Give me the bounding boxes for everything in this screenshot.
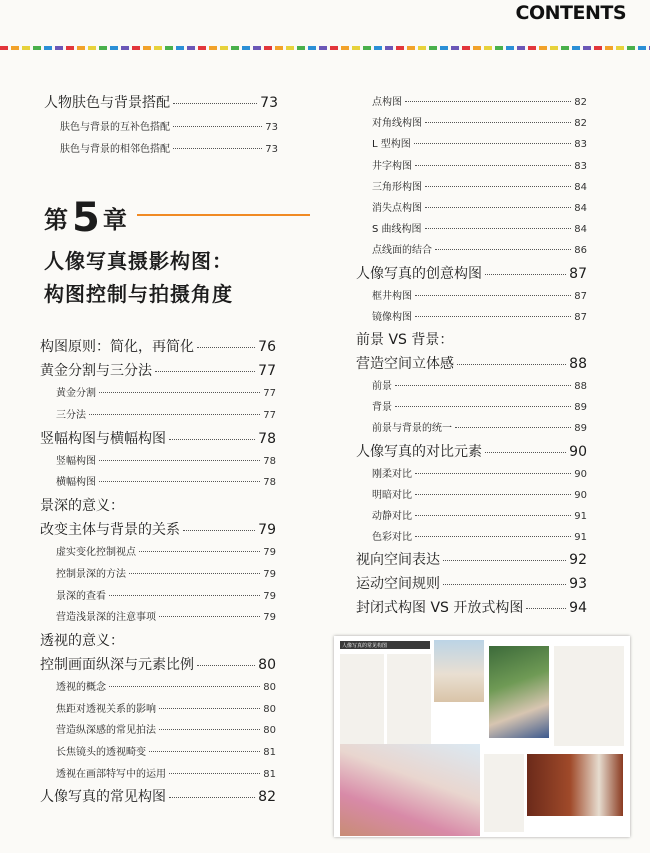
thumb-photo-girl-book [489, 646, 549, 738]
chapter-title-line1: 人像写真摄影构图： [44, 249, 233, 273]
toc-page-number: 90 [569, 443, 587, 460]
toc-page-number: 73 [265, 144, 278, 155]
toc-page-number: 80 [258, 657, 276, 673]
toc-entry[interactable] [56, 384, 276, 398]
toc-page-number: 87 [569, 265, 587, 282]
toc-section-label[interactable] [40, 495, 276, 515]
contents-heading: CONTENTS [515, 2, 626, 24]
toc-entry-title: 框井构图 [372, 290, 412, 302]
toc-entry[interactable] [356, 549, 587, 569]
toc-dot-leader [415, 316, 571, 317]
toc-page-number: 84 [574, 203, 587, 214]
toc-page-number: 80 [263, 703, 276, 715]
toc-page-number: 91 [574, 532, 587, 544]
toc-dot-leader [415, 295, 571, 296]
toc-section-label[interactable] [40, 630, 276, 650]
toc-entry-title: 色彩对比 [372, 532, 412, 544]
toc-dot-leader [197, 665, 255, 666]
toc-entry-title: 景深的意义： [40, 498, 124, 514]
toc-page-number: 73 [260, 95, 278, 111]
toc-page-number: 78 [263, 455, 276, 467]
toc-entry[interactable] [372, 178, 587, 192]
toc-entry-title: 背景 [372, 402, 392, 414]
toc-dot-leader [395, 406, 571, 407]
toc-page-number: 84 [574, 181, 587, 193]
toc-dot-leader [109, 595, 260, 596]
toc-entry[interactable] [372, 199, 587, 213]
toc-entry-title: 镜像构图 [372, 311, 412, 323]
toc-dot-leader [173, 103, 257, 104]
toc-entry[interactable] [40, 336, 276, 356]
toc-entry-title: 前景与背景的统一 [372, 423, 452, 435]
toc-entry-title: 黄金分割 [56, 388, 96, 400]
toc-entry-title: 竖幅构图 [56, 455, 96, 467]
toc-page-number: 82 [574, 97, 587, 108]
toc-page-number: 77 [258, 363, 276, 380]
toc-page-number: 90 [574, 489, 587, 501]
toc-page-number: 88 [569, 356, 587, 372]
toc-entry-title: 营造空间立体感 [356, 356, 454, 372]
toc-entry-title: 点构图 [372, 97, 402, 108]
toc-entry[interactable] [372, 465, 587, 479]
toc-entry-title: L 型构图 [372, 139, 411, 151]
toc-entry[interactable] [372, 419, 587, 433]
toc-page-number: 82 [574, 118, 587, 130]
toc-entry-title: 长焦镜头的透视畸变 [56, 747, 146, 758]
toc-page-number: 78 [258, 430, 276, 447]
toc-entry-title: 视向空间表达 [356, 552, 440, 569]
toc-page-number: 80 [263, 682, 276, 694]
toc-dot-leader [173, 126, 262, 127]
toc-entry[interactable] [356, 263, 587, 283]
toc-dot-leader [485, 274, 566, 275]
toc-entry[interactable] [56, 678, 276, 692]
toc-dot-leader [415, 165, 571, 166]
toc-entry-title: 点线面的结合 [372, 245, 432, 257]
toc-dot-leader [415, 473, 571, 474]
toc-page-number: 89 [574, 423, 587, 435]
toc-dot-leader [169, 439, 255, 440]
toc-page-number: 89 [574, 402, 587, 414]
toc-dot-leader [425, 228, 572, 229]
toc-entry-title: 控制画面纵深与元素比例 [40, 657, 194, 673]
toc-page-number: 79 [263, 590, 276, 602]
toc-entry-title: 人像写真的对比元素 [356, 443, 482, 460]
toc-entry-title: 人物肤色与背景搭配 [44, 95, 170, 111]
toc-page-number: 82 [258, 789, 276, 806]
toc-entry-title: 肤色与背景的互补色搭配 [60, 122, 170, 133]
toc-dot-leader [443, 560, 566, 561]
toc-entry[interactable] [56, 700, 276, 714]
toc-entry[interactable] [372, 220, 587, 234]
toc-entry-title: 营造浅景深的注意事项 [56, 612, 156, 624]
toc-page-number: 87 [574, 311, 587, 323]
thumb-photo-beach [434, 640, 484, 702]
toc-dot-leader [129, 573, 260, 574]
sample-page-thumbnail [334, 636, 630, 837]
toc-entry[interactable] [372, 241, 587, 255]
toc-entry-title: 人像写真的创意构图 [356, 265, 482, 282]
toc-entry-title: 透视在画部特写中的运用 [56, 768, 166, 780]
toc-page-number: 88 [574, 381, 587, 392]
chapter-label [44, 194, 127, 241]
toc-dot-leader [455, 427, 571, 428]
toc-entry[interactable] [44, 92, 278, 112]
toc-dot-leader [414, 143, 572, 144]
toc-entry-title: 明暗对比 [372, 489, 412, 501]
toc-entry-title: 人像写真的常见构图 [40, 789, 166, 806]
toc-entry-title: 运动空间规则 [356, 576, 440, 593]
toc-entry[interactable] [372, 528, 587, 542]
toc-entry-title: 透视的意义： [40, 632, 124, 649]
toc-page-number: 79 [263, 569, 276, 580]
rainbow-dash-divider [0, 46, 650, 50]
toc-page-number: 93 [569, 576, 587, 593]
toc-page-number: 76 [258, 339, 276, 355]
toc-entry-title: 改变主体与背景的关系 [40, 522, 180, 539]
toc-dot-leader [159, 729, 260, 730]
toc-dot-leader [435, 249, 571, 250]
toc-entry-title: 透视的概念 [56, 682, 106, 694]
chapter-suffix: 章 [102, 206, 127, 234]
toc-entry-title: 虚实变化控制视点 [56, 547, 136, 559]
toc-dot-leader [526, 608, 566, 609]
toc-entry[interactable] [356, 353, 587, 373]
toc-section-label[interactable] [356, 329, 587, 349]
toc-dot-leader [169, 773, 260, 774]
toc-entry[interactable] [356, 597, 587, 617]
toc-page-number: 73 [265, 122, 278, 133]
toc-page-number: 83 [574, 139, 587, 151]
toc-dot-leader [425, 186, 571, 187]
toc-dot-leader [457, 364, 566, 365]
toc-entry[interactable] [372, 308, 587, 322]
toc-page-number: 92 [569, 552, 587, 569]
toc-entry[interactable] [356, 441, 587, 461]
toc-entry[interactable] [40, 428, 276, 448]
toc-page-number: 81 [263, 747, 276, 758]
toc-entry-title: 封闭式构图 VS 开放式构图 [356, 600, 524, 617]
toc-page-number: 77 [263, 388, 276, 400]
toc-dot-leader [183, 530, 255, 531]
toc-page-number: 83 [574, 160, 587, 172]
thumb-text-column-1 [340, 654, 384, 754]
toc-entry-title: 景深的查看 [56, 590, 106, 602]
toc-entry[interactable] [56, 406, 276, 420]
toc-dot-leader [443, 584, 566, 585]
toc-page-number: 86 [574, 245, 587, 257]
toc-page-number: 79 [258, 522, 276, 539]
toc-entry-title: 黄金分割与三分法 [40, 363, 152, 380]
toc-entry[interactable] [372, 486, 587, 500]
toc-dot-leader [415, 515, 571, 516]
toc-page-number: 77 [263, 410, 276, 421]
toc-page-number: 79 [263, 547, 276, 559]
toc-entry[interactable] [372, 157, 587, 171]
toc-entry[interactable] [40, 519, 276, 539]
toc-entry[interactable] [60, 140, 278, 154]
toc-entry[interactable] [356, 573, 587, 593]
toc-page-number: 84 [574, 224, 587, 236]
toc-dot-leader [415, 494, 571, 495]
thumb-photo-window [527, 754, 623, 816]
toc-dot-leader [109, 686, 260, 687]
toc-entry[interactable] [60, 118, 278, 132]
toc-dot-leader [159, 708, 260, 709]
toc-entry-title: 构图原则：简化，再简化 [40, 339, 194, 355]
thumb-text-column-4 [484, 754, 524, 832]
toc-entry-title: 刚柔对比 [372, 468, 412, 480]
toc-entry[interactable] [40, 360, 276, 380]
toc-entry[interactable] [56, 743, 276, 757]
toc-entry[interactable] [56, 765, 276, 779]
toc-entry-title: 营造纵深感的常见拍法 [56, 725, 156, 737]
toc-entry[interactable] [56, 543, 276, 557]
thumb-text-column-2 [387, 654, 431, 754]
toc-page-number: 90 [574, 468, 587, 480]
toc-dot-leader [159, 616, 260, 617]
toc-page-number: 91 [574, 511, 587, 522]
toc-entry-title: 肤色与背景的相邻色搭配 [60, 144, 170, 155]
toc-entry-title: 三分法 [56, 410, 86, 421]
toc-entry-title: 动静对比 [372, 511, 412, 522]
toc-entry[interactable] [372, 507, 587, 521]
toc-entry-title: 三角形构图 [372, 181, 422, 193]
toc-entry[interactable] [56, 608, 276, 622]
toc-entry[interactable] [40, 654, 276, 674]
toc-dot-leader [155, 371, 255, 372]
toc-entry[interactable] [372, 287, 587, 301]
toc-dot-leader [99, 460, 260, 461]
toc-page-number: 79 [263, 612, 276, 624]
toc-entry-title: 对角线构图 [372, 118, 422, 130]
chapter-number: 5 [72, 194, 99, 241]
toc-entry-title: 控制景深的方法 [56, 569, 126, 580]
toc-entry[interactable] [372, 114, 587, 128]
toc-dot-leader [149, 751, 260, 752]
toc-dot-leader [425, 207, 571, 208]
toc-page-number: 80 [263, 725, 276, 737]
chapter-title-line2: 构图控制与拍摄角度 [44, 282, 233, 306]
toc-dot-leader [89, 414, 260, 415]
toc-page-number: 81 [263, 768, 276, 780]
toc-dot-leader [197, 347, 255, 348]
toc-dot-leader [395, 385, 571, 386]
toc-page-number: 94 [569, 600, 587, 617]
thumb-text-column-3 [554, 646, 624, 746]
toc-entry[interactable] [40, 786, 276, 806]
toc-dot-leader [99, 481, 260, 482]
toc-dot-leader [425, 122, 571, 123]
toc-entry[interactable] [56, 587, 276, 601]
toc-entry[interactable] [372, 398, 587, 412]
toc-dot-leader [415, 536, 571, 537]
toc-dot-leader [99, 392, 260, 393]
thumb-heading: 人像写真的常见构图 [342, 643, 388, 649]
toc-dot-leader [139, 551, 260, 552]
chapter-accent-line [137, 214, 310, 216]
toc-entry-title: 前景 [372, 381, 392, 392]
toc-entry-title: 消失点构图 [372, 203, 422, 214]
toc-entry[interactable] [56, 473, 276, 487]
toc-entry-title: 横幅构图 [56, 477, 96, 489]
toc-entry[interactable] [56, 452, 276, 466]
toc-entry-title: 前景 VS 背景： [356, 332, 454, 348]
toc-entry[interactable] [372, 93, 587, 107]
toc-entry[interactable] [56, 721, 276, 735]
toc-dot-leader [485, 452, 566, 453]
toc-entry[interactable] [372, 135, 587, 149]
thumb-photo-bikini [340, 744, 480, 836]
toc-entry-title: 井字构图 [372, 160, 412, 172]
toc-entry-title: 焦距对透视关系的影响 [56, 703, 156, 715]
toc-dot-leader [173, 148, 262, 149]
toc-entry[interactable] [56, 565, 276, 579]
toc-page-number: 87 [574, 290, 587, 302]
chapter-prefix: 第 [44, 206, 68, 234]
toc-dot-leader [405, 101, 571, 102]
toc-dot-leader [169, 797, 255, 798]
toc-entry-title: S 曲线构图 [372, 224, 422, 236]
toc-entry-title: 竖幅构图与横幅构图 [40, 430, 166, 447]
toc-entry[interactable] [372, 377, 587, 391]
toc-page-number: 78 [263, 477, 276, 489]
